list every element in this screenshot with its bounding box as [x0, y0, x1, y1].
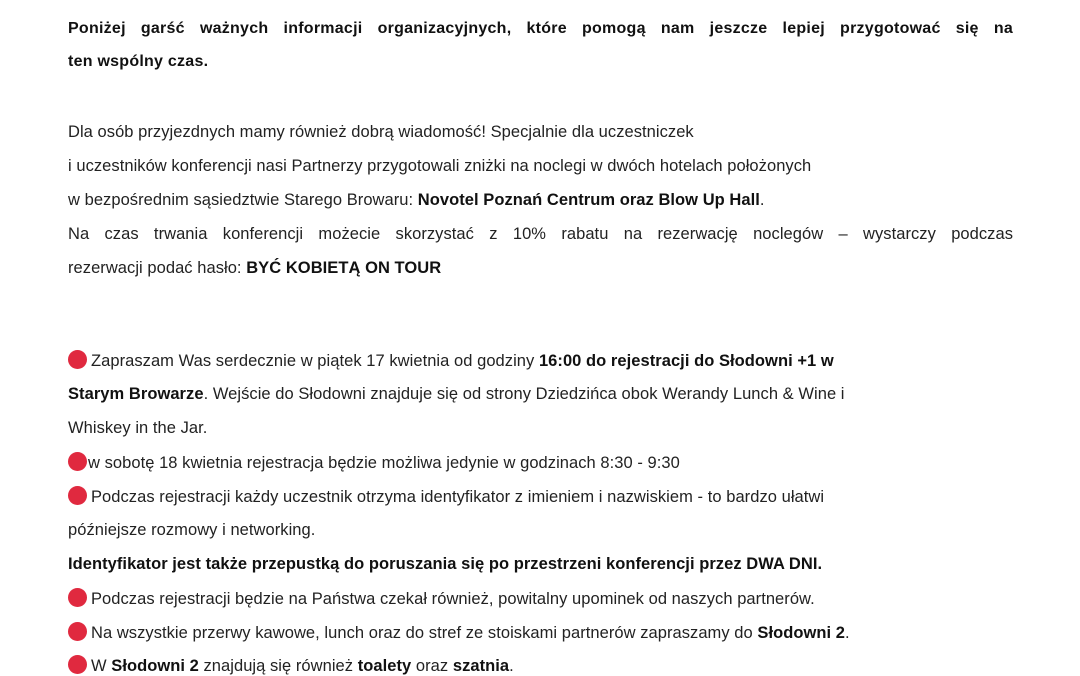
intro-line-2: ten wspólny czas.: [68, 53, 209, 70]
red-circle-bullet-icon: [68, 588, 87, 607]
text: znajdują się również: [198, 657, 358, 675]
red-circle-bullet-icon: [68, 452, 87, 471]
list-item-badge: [68, 486, 824, 507]
venue-name: Starym Browarze: [68, 385, 204, 403]
text: .: [844, 624, 850, 642]
text: w sobotę 18 kwietnia rejestracja będzie możliwa jedynie w godzinach 8:30 - 9:30: [88, 454, 680, 472]
discount-password: BYĆ KOBIETĄ ON TOUR: [246, 259, 442, 277]
list-item-registration-friday-cont2: Whiskey in the Jar.: [68, 419, 208, 437]
text: W: [91, 657, 112, 675]
list-item-welcome-gift: [68, 588, 815, 609]
list-item-registration-saturday: [68, 452, 680, 473]
text: Zapraszam Was serdecznie w piątek 17 kwietnia od godziny: [91, 352, 539, 370]
accommodation-line-4: Na czas trwania konferencji możecie skorzystać z 10% rabatu na rezerwację noclegów – wystarczy podczas: [68, 225, 1013, 243]
accommodation-line-2: i uczestników konferencji nasi Partnerzy przygotowali zniżki na noclegi w dwóch hotelach położonych: [68, 157, 812, 175]
room-name: Słodowni 2: [111, 657, 199, 675]
text: Podczas rejestracji każdy uczestnik otrzyma identyfikator z imieniem i nazwiskiem - to bardzo ułatwi: [91, 488, 825, 506]
list-item-coffee-breaks: [68, 622, 850, 643]
text: oraz: [411, 657, 453, 675]
list-item-registration-friday-cont: [68, 384, 845, 404]
accommodation-line-1: Dla osób przyjezdnych mamy również dobrą wiadomość! Specjalnie dla uczestniczek: [68, 123, 694, 141]
red-circle-bullet-icon: [68, 350, 87, 369]
accommodation-line-5: [68, 258, 441, 278]
hotel-names: Novotel Poznań Centrum oraz Blow Up Hall: [417, 191, 760, 209]
text: .: [759, 191, 765, 209]
red-circle-bullet-icon: [68, 486, 87, 505]
toilets-label: toalety: [357, 657, 412, 675]
red-circle-bullet-icon: [68, 655, 87, 674]
red-circle-bullet-icon: [68, 622, 87, 641]
list-item-badge-cont: późniejsze rozmowy i networking.: [68, 521, 316, 539]
text: rezerwacji podać hasło:: [68, 259, 247, 277]
text: Na wszystkie przerwy kawowe, lunch oraz do stref ze stoiskami partnerów zapraszamy do: [91, 624, 758, 642]
registration-time: 16:00 do rejestracji do Słodowni +1 w: [538, 352, 834, 370]
text: w bezpośrednim sąsiedztwie Starego Browaru:: [68, 191, 418, 209]
list-item-registration-friday: [68, 350, 834, 371]
text: Podczas rejestracji będzie na Państwa czekał również, powitalny upominek od naszych partnerów.: [91, 590, 815, 608]
text: .: [509, 657, 514, 675]
intro-line-1: Poniżej garść ważnych informacji organizacyjnych, które pomogą nam jeszcze lepiej przygotować się na: [68, 20, 1013, 37]
accommodation-line-3: [68, 190, 765, 210]
list-item-facilities: [68, 655, 514, 676]
cloakroom-label: szatnia: [452, 657, 510, 675]
text: . Wejście do Słodowni znajduje się od strony Dziedzińca obok Werandy Lunch & Wine i: [203, 385, 845, 403]
room-name: Słodowni 2: [757, 624, 845, 642]
badge-note: Identyfikator jest także przepustką do poruszania się po przestrzeni konferencji przez DWA DNI.: [68, 555, 823, 573]
